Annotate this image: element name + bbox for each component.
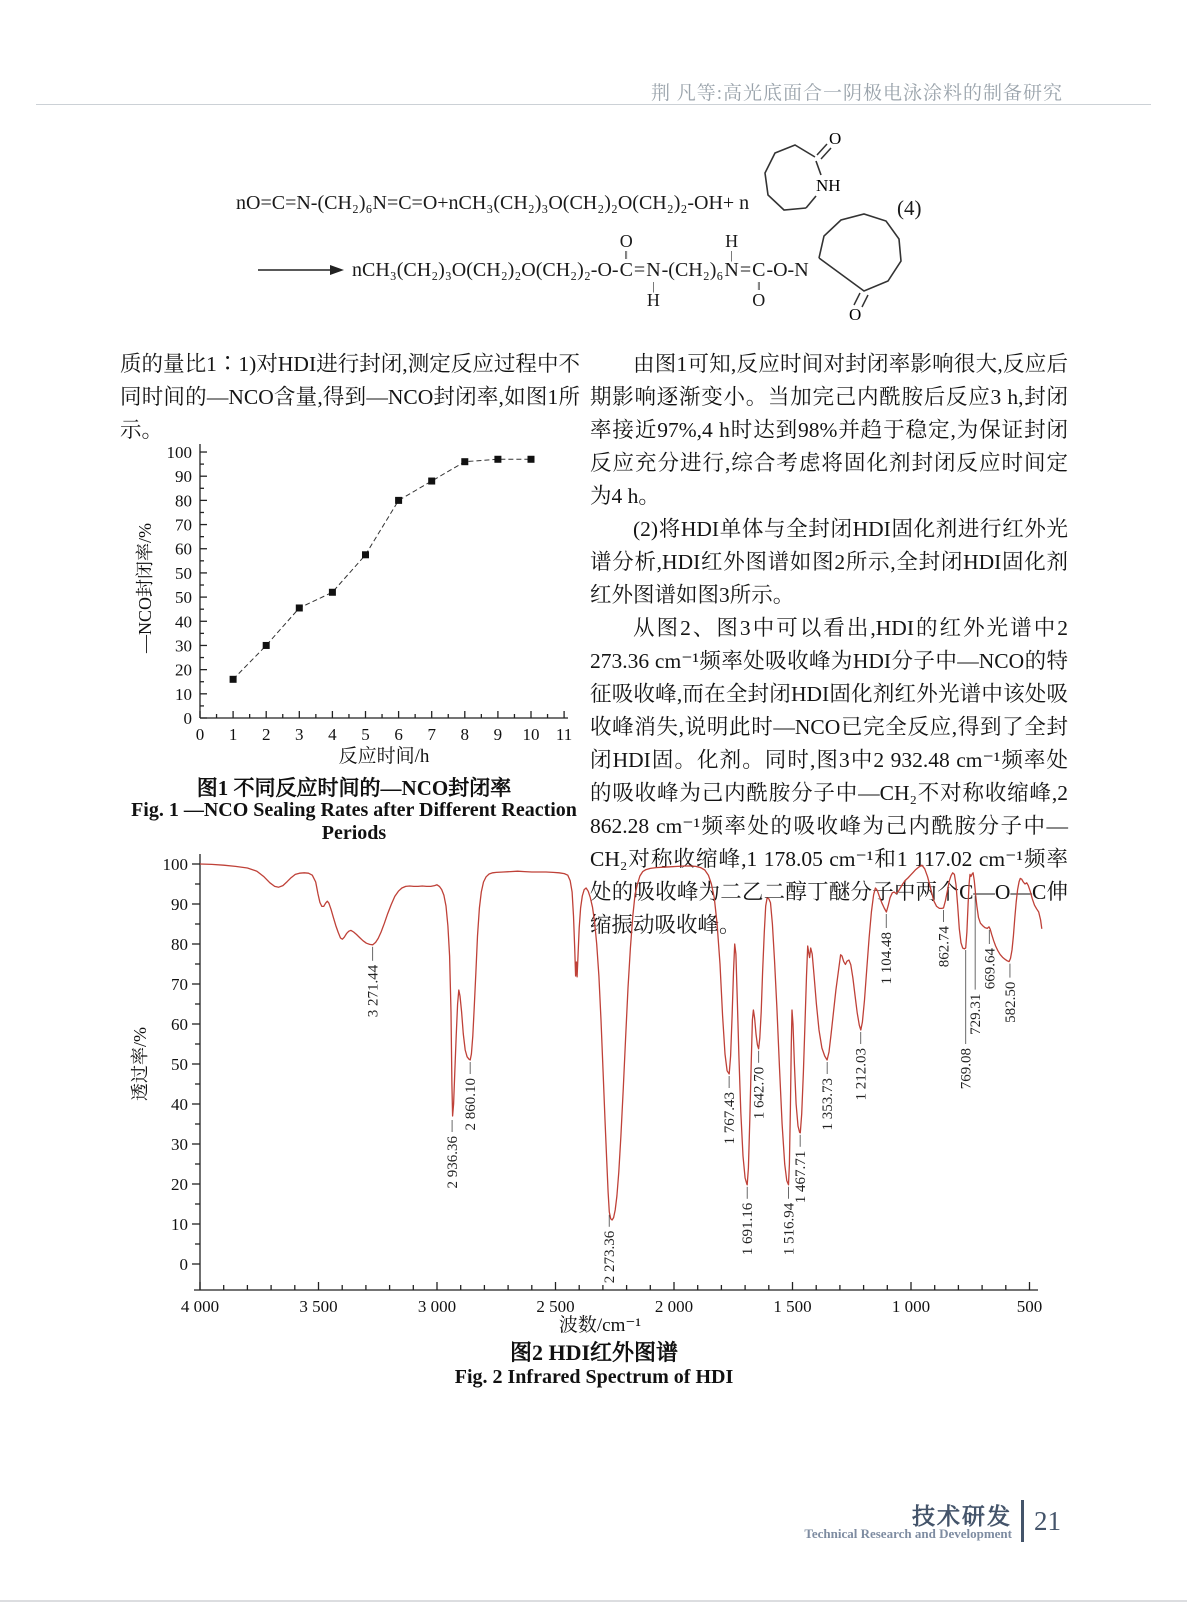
fig2-ir-spectrum-chart [130,838,1080,1334]
fig1-data-point [296,604,303,611]
fig2-y-tick-label: 90 [171,895,188,914]
fig2-x-axis-label: 波数/cm⁻¹ [558,1315,642,1334]
fig1-x-tick-label: 3 [295,725,304,744]
paragraph: 由图1可知,反应时间对封闭率影响很大,反应后期影响逐渐变小。当加完己内酰胺后反应3 h,封闭率接近97%,4 h时达到98%并趋于稳定,为保证封闭反应充分进行,综合考虑将固化剂封闭反应时间定为4 h。 [590,352,1068,508]
footer-section-title-cn: 技术研发 [912,1503,1012,1529]
fig2-peak-label: 1 642.70 [751,1066,768,1120]
fig2-y-tick-label: 40 [171,1095,188,1114]
fig1-data-point [263,642,270,649]
fig2-x-tick-label: 4 000 [180,1297,220,1316]
ring2-o-label: O [848,305,861,322]
fig1-data-point [230,676,237,683]
fig2-peak-label: 1 212.03 [853,1048,870,1101]
fig1-data-point [461,458,468,465]
equation-line2-prefix: nCH₃(CH₂)₃O(CH₂)₂O(CH₂)₂-O- [352,258,619,281]
fig2-caption-en: Fig. 2 Infrared Spectrum of HDI [454,1366,734,1388]
fig2-axes [192,854,1038,1290]
paragraph: (2)将HDI单体与全封闭HDI固化剂进行红外光谱分析,HDI红外图谱如图2所示,全封闭HDI固化剂红外图谱如图3所示。 [590,517,1068,607]
fig2-peak-label: 1 767.43 [722,1092,739,1145]
fig2-x-tick-label: 1 500 [773,1297,812,1316]
fig2-peak-label: 1 353.73 [820,1078,837,1131]
double-bond: = [633,258,646,281]
fig1-data-point [494,456,501,463]
fig1-nco-sealing-rate-chart [134,428,584,768]
amide-nitrogen-1: N | H [646,259,661,310]
fig1-x-tick-label: 9 [493,725,503,744]
fig2-x-tick-label: 3 000 [417,1297,457,1316]
fig1-data-point [362,551,369,558]
fig1-x-tick-label: 10 [522,725,540,744]
fig2-spectrum-curve [200,864,1042,1220]
fig2-peak-label: 2 273.36 [602,1230,619,1284]
reaction-arrow-icon [256,262,344,278]
fig2-x-tick-label: 1 000 [891,1297,931,1316]
fig2-peak-label: 862.74 [936,926,953,968]
fig1-x-tick-label: 2 [261,725,271,744]
fig2-peak-label: 769.08 [958,1048,975,1090]
fig2-x-tick-label: 500 [1016,1297,1043,1316]
paragraph: 从图2、图3中可以看出,HDI的红外光谱中2 273.36 cm⁻¹频率处吸收峰为HDI分子中—NCO的特征吸收峰,而在全封闭HDI固化剂红外光谱中该处吸收峰消失,说明此时—NCO已完全反应,得到了全封闭HDI固。化剂。同时,图3中2 932.48 cm⁻¹频率处的吸收峰为己内酰胺分子中—CH₂不对称收缩峰,2 862.28 cm⁻¹频率处的吸收峰为己内酰胺分子中—CH₂对称收缩峰,1 178.05 cm⁻¹和1 117.02 cm⁻¹频率处的吸收峰为二乙二醇丁醚分子中两个C—O—C伸缩振动吸收峰。 [590,616,1068,937]
fig1-data-point [528,456,535,463]
fig1-x-tick-label: 5 [361,725,370,744]
amide-nitrogen-2: H | N [724,231,739,281]
fig2-y-tick-label: 20 [171,1175,188,1194]
fig1-data-point [428,478,435,485]
fig1-axes [200,444,568,718]
caprolactam-ring-structure-2 [811,206,907,322]
fig1-y-tick-label: 90 [175,467,192,487]
fig1-x-tick-label: 6 [394,725,403,744]
fig2-y-tick-label: 60 [171,1015,188,1034]
running-head: 荆 凡等:高光底面合一阴极电泳涂料的制备研究 [650,83,1063,104]
fig2-peak-label: 1 691.16 [740,1202,757,1256]
header-divider [36,104,1151,105]
footer-divider [1021,1500,1024,1542]
fig1-data-point [395,497,402,504]
fig2-peak-label: 582.50 [1002,981,1019,1023]
fig1-caption-en-line1: Fig. 1 —NCO Sealing Rates after Different Reaction [131,799,577,821]
fig1-y-tick-label: 10 [175,684,192,704]
fig2-peak-label: 2 936.36 [445,1136,462,1189]
fig1-y-tick-label: 0 [183,709,192,728]
fig2-y-tick-label: 100 [162,855,188,874]
fig2-x-tick-label: 2 000 [654,1297,694,1316]
fig2-y-tick-label: 30 [171,1135,188,1154]
fig1-y-tick-label: 50 [175,563,192,583]
double-bond: = [739,258,752,281]
fig1-y-axis-label: —NCO封闭率/% [135,523,155,653]
page-number: 21 [1034,1506,1061,1536]
equation-line2 [256,208,907,332]
hexamethylene-chain: -(CH₂)₆ [661,258,724,281]
fig2-y-tick-label: 0 [179,1255,188,1274]
fig1-x-tick-label: 4 [328,725,337,744]
equation-line2-tail: -O-N [766,258,809,281]
fig2-x-tick-label: 2 500 [536,1297,575,1316]
fig2-y-tick-label: 80 [171,935,188,954]
fig1-x-tick-label: 1 [228,725,238,744]
fig2-y-tick-label: 70 [171,975,188,994]
fig1-x-tick-label: 8 [460,725,470,744]
fig2-peak-label: 1 467.71 [793,1150,810,1204]
fig2-peak-label: 3 271.44 [365,964,382,1018]
carbamate-carbon-1: O ‖ C [619,231,633,281]
fig2-y-tick-label: 10 [171,1215,188,1234]
fig2-x-tick-label: 3 500 [299,1297,338,1316]
fig1-x-tick-label: 0 [195,725,205,744]
fig2-peak-label: 2 860.10 [463,1078,480,1131]
equation-number: (4) [897,196,922,220]
fig1-y-tick-label: 70 [175,515,192,535]
fig2-peak-label: 669.64 [982,948,999,990]
fig1-y-tick-label: 50 [175,588,192,608]
fig1-y-tick-label: 20 [175,660,192,680]
fig1-y-tick-label: 100 [166,443,192,463]
fig1-data-point [329,589,336,596]
fig2-caption-cn: 图2 HDI红外图谱 [509,1340,679,1365]
fig1-x-axis-label: 反应时间/h [338,746,430,767]
equation-line1-formula: nO=C=N-(CH₂)₆N=C=O+nCH₃(CH₂)₃O(CH₂)₂O(CH₂)₂-OH+ n [236,191,750,214]
carbamate-carbon-2: C ‖ O [752,259,766,310]
fig1-y-tick-label: 30 [175,636,192,656]
fig1-caption-cn: 图1 不同反应时间的—NCO封闭率 [196,776,512,800]
ring-o-label: O [829,131,842,148]
ring-nh-label: NH [816,176,841,195]
fig2-peak-label: 729.31 [968,993,985,1035]
fig1-series-line [233,459,531,679]
left-column-paragraph: 质的量比1∶1)对HDI进行封闭,测定反应过程中不同时间的—NCO含量,得到—NCO封闭率,如图1所示。 [120,352,580,442]
fig2-y-tick-label: 50 [171,1055,188,1074]
footer-section-title-en: Technical Research and Development [804,1526,1012,1541]
fig1-y-tick-label: 80 [175,491,192,511]
fig1-x-tick-label: 11 [555,725,573,744]
fig2-peak-label: 1 516.94 [781,1202,798,1256]
fig1-x-tick-label: 7 [427,725,436,744]
fig2-y-axis-label: 透过率/% [130,1027,150,1101]
fig1-y-tick-label: 60 [175,539,192,559]
fig2-peak-label: 1 104.48 [879,932,896,985]
fig1-y-tick-label: 40 [175,612,192,632]
fig1-caption-en-line2: Periods [321,822,387,844]
